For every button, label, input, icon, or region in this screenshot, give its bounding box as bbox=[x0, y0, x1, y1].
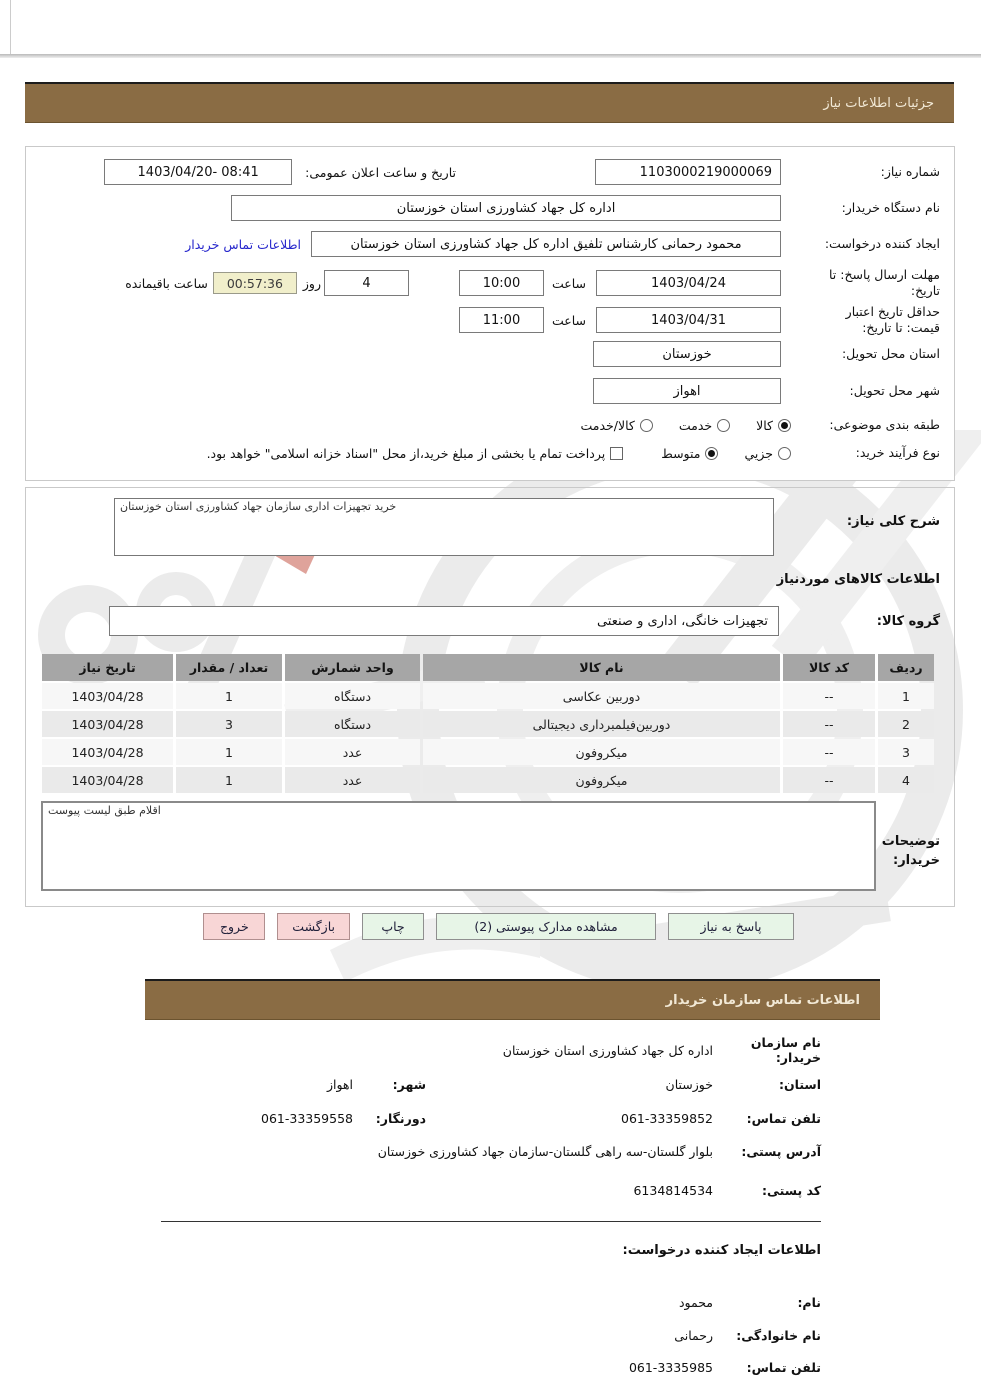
classification-option-goods-service[interactable]: کالا/خدمت bbox=[580, 418, 652, 433]
buyer-org-label: نام دستگاه خریدار: bbox=[841, 199, 940, 215]
exit-button[interactable]: خروج bbox=[203, 913, 265, 940]
contact-fax-label: دورنگار: bbox=[375, 1110, 426, 1126]
contact-phone-value: 061-33359852 bbox=[621, 1110, 713, 1126]
validity-label: حداقل تاریخ اعتبار قیمت: تا تاریخ: bbox=[845, 304, 940, 336]
deadline-days-field[interactable]: 4 bbox=[324, 270, 409, 296]
page-left-border bbox=[10, 0, 11, 56]
validity-date-field[interactable]: 1403/04/31 bbox=[596, 307, 781, 333]
process-option-minor[interactable]: جزيي bbox=[744, 446, 791, 461]
col-unit: واحد شمارش bbox=[285, 654, 420, 681]
contact-province-value: خوزستان bbox=[665, 1076, 713, 1092]
contact-city-label: شهر: bbox=[392, 1076, 426, 1092]
contact-phone-label: تلفن تماس: bbox=[746, 1110, 821, 1126]
contact-postal-row bbox=[159, 1180, 821, 1200]
buyer-contact-title: اطلاعات تماس سازمان خریدار bbox=[665, 992, 860, 1008]
deadline-time-field[interactable]: 10:00 bbox=[459, 270, 544, 296]
radio-service[interactable] bbox=[717, 419, 730, 432]
classification-label: طبقه بندی موضوعی: bbox=[829, 416, 940, 432]
province-row bbox=[26, 341, 954, 367]
deadline-hour-label: ساعت bbox=[551, 275, 586, 291]
days-label: روز bbox=[302, 275, 321, 291]
province-label: استان محل تحویل: bbox=[841, 345, 940, 361]
contact-city-value: اهواز bbox=[326, 1076, 353, 1092]
treasury-checkbox[interactable] bbox=[610, 447, 623, 460]
contact-postal-label: کد پستی: bbox=[761, 1182, 821, 1198]
deadline-label: مهلت ارسال پاسخ: تا تاریخ: bbox=[829, 267, 940, 299]
col-quantity: تعداد / مقدار bbox=[176, 654, 282, 681]
creator-phone-value: 061-3335985 bbox=[628, 1359, 713, 1375]
deadline-row bbox=[26, 267, 954, 300]
radio-goods-service[interactable] bbox=[640, 419, 653, 432]
classification-row bbox=[26, 416, 954, 434]
section-divider bbox=[161, 1221, 821, 1222]
classification-option-service[interactable]: خدمت bbox=[679, 418, 730, 433]
col-need-date: تاریخ نیاز bbox=[42, 654, 173, 681]
creator-row bbox=[26, 231, 954, 257]
contact-postal-value: 6134814534 bbox=[633, 1182, 713, 1198]
announce-datetime-field[interactable]: 1403/04/20- 08:41 bbox=[104, 159, 292, 185]
city-label: شهر محل تحویل: bbox=[849, 382, 940, 398]
deadline-date-field[interactable]: 1403/04/24 bbox=[596, 270, 781, 296]
goods-table bbox=[42, 654, 934, 793]
contact-province-label: استان: bbox=[778, 1076, 821, 1092]
creator-phone-label: تلفن تماس: bbox=[746, 1359, 821, 1375]
respond-button[interactable]: پاسخ به نیاز bbox=[668, 913, 794, 940]
city-row bbox=[26, 378, 954, 404]
page-title: جزئیات اطلاعات نیاز bbox=[823, 95, 934, 111]
process-type-label: نوع فرآیند خرید: bbox=[855, 444, 940, 460]
buyer-org-row bbox=[26, 195, 954, 221]
need-number-field[interactable]: 1103000219000069 bbox=[595, 159, 781, 185]
process-option-medium[interactable]: متوسط bbox=[661, 446, 718, 461]
col-row-number: ردیف bbox=[878, 654, 934, 681]
col-goods-code: کد کالا bbox=[783, 654, 875, 681]
buyer-org-field[interactable]: اداره کل جهاد کشاورزی استان خوزستان bbox=[231, 195, 781, 221]
creator-field[interactable]: محمود رحمانی کارشناس تلفیق اداره کل جهاد کشاورزی استان خوزستان bbox=[311, 231, 781, 257]
contact-address-row bbox=[159, 1141, 821, 1161]
treasury-note: پرداخت تمام یا بخشی از مبلغ خرید،از محل "اسناد خزانه اسلامی" خواهد بود. bbox=[206, 445, 606, 461]
validity-row bbox=[26, 304, 954, 337]
buyer-contact-bar bbox=[145, 979, 880, 1020]
page-title-bar bbox=[25, 82, 954, 123]
creator-last-name-label: نام خانوادگی: bbox=[736, 1327, 821, 1343]
creator-first-name-value: محمود bbox=[678, 1294, 713, 1310]
print-button[interactable]: چاپ bbox=[362, 913, 424, 940]
contact-province-city-row bbox=[159, 1074, 821, 1094]
table-row: 4 -- میکروفون عدد 1 1403/04/28 bbox=[42, 767, 934, 793]
need-number-row bbox=[26, 159, 954, 185]
creator-info-heading: اطلاعات ایجاد کننده درخواست: bbox=[622, 1243, 821, 1258]
goods-table-header bbox=[42, 654, 934, 681]
province-field[interactable]: خوزستان bbox=[593, 341, 781, 367]
action-buttons bbox=[203, 913, 794, 940]
validity-time-field[interactable]: 11:00 bbox=[459, 307, 544, 333]
timer-label: ساعت باقیمانده bbox=[125, 275, 208, 291]
validity-hour-label: ساعت bbox=[551, 312, 586, 328]
buyer-contact-link[interactable]: اطلاعات تماس خریدار bbox=[185, 236, 301, 252]
process-type-row bbox=[26, 444, 954, 462]
goods-group-field[interactable]: تجهیزات خانگی، اداری و صنعتی bbox=[109, 606, 779, 636]
creator-first-name-row bbox=[159, 1292, 821, 1312]
contact-phone-fax-row bbox=[159, 1108, 821, 1128]
radio-goods[interactable] bbox=[778, 419, 791, 432]
table-row: 1 -- دوربین عکاسی دستگاه 1 1403/04/28 bbox=[42, 683, 934, 709]
creator-phone-row bbox=[159, 1357, 821, 1377]
goods-info-heading: اطلاعات کالاهای موردنیاز bbox=[776, 572, 940, 587]
classification-option-goods[interactable]: کالا bbox=[756, 418, 791, 433]
need-number-label: شماره نیاز: bbox=[880, 163, 940, 179]
description-label: شرح کلی نیاز: bbox=[846, 514, 940, 529]
buyer-notes-label: توضیحات خریدار: bbox=[881, 834, 940, 868]
radio-medium[interactable] bbox=[705, 447, 718, 460]
contact-org-row bbox=[159, 1035, 821, 1065]
contact-address-label: آدرس پستی: bbox=[741, 1143, 821, 1159]
contact-address-value: بلوار گلستان-سه راهی گلستان-سازمان جهاد کشاورزی خوزستان bbox=[377, 1143, 713, 1159]
city-field[interactable]: اهواز bbox=[593, 378, 781, 404]
need-info-panel bbox=[25, 146, 955, 481]
radio-minor[interactable] bbox=[778, 447, 791, 460]
countdown-timer: 00:57:36 bbox=[213, 272, 297, 294]
table-row: 2 -- دوربین‌فیلمبرداری دیجیتالی دستگاه 3 1403/04/28 bbox=[42, 711, 934, 737]
contact-org-label: نام سازمان خریدار: bbox=[750, 1035, 821, 1065]
creator-last-name-value: رحمانی bbox=[674, 1327, 713, 1343]
creator-label: ایجاد کننده درخواست: bbox=[824, 235, 940, 251]
col-goods-name: نام کالا bbox=[423, 654, 780, 681]
treasury-checkbox-group bbox=[207, 446, 624, 461]
description-textarea[interactable] bbox=[114, 498, 774, 556]
view-attachments-button[interactable]: مشاهده مدارک پیوستی (2) bbox=[436, 913, 656, 940]
goods-panel bbox=[25, 487, 955, 907]
buyer-notes-textarea[interactable] bbox=[41, 801, 876, 891]
creator-first-name-label: نام: bbox=[797, 1294, 821, 1310]
table-row: 3 -- میکروفون عدد 1 1403/04/28 bbox=[42, 739, 934, 765]
goods-group-label: گروه کالا: bbox=[876, 614, 940, 629]
top-divider-line bbox=[0, 54, 981, 58]
contact-org-value: اداره کل جهاد کشاورزی استان خوزستان bbox=[502, 1042, 713, 1058]
creator-last-name-row bbox=[159, 1325, 821, 1345]
announce-label: تاریخ و ساعت اعلان عمومی: bbox=[305, 164, 456, 180]
contact-fax-value: 061-33359558 bbox=[261, 1110, 353, 1126]
back-button[interactable]: بازگشت bbox=[277, 913, 350, 940]
